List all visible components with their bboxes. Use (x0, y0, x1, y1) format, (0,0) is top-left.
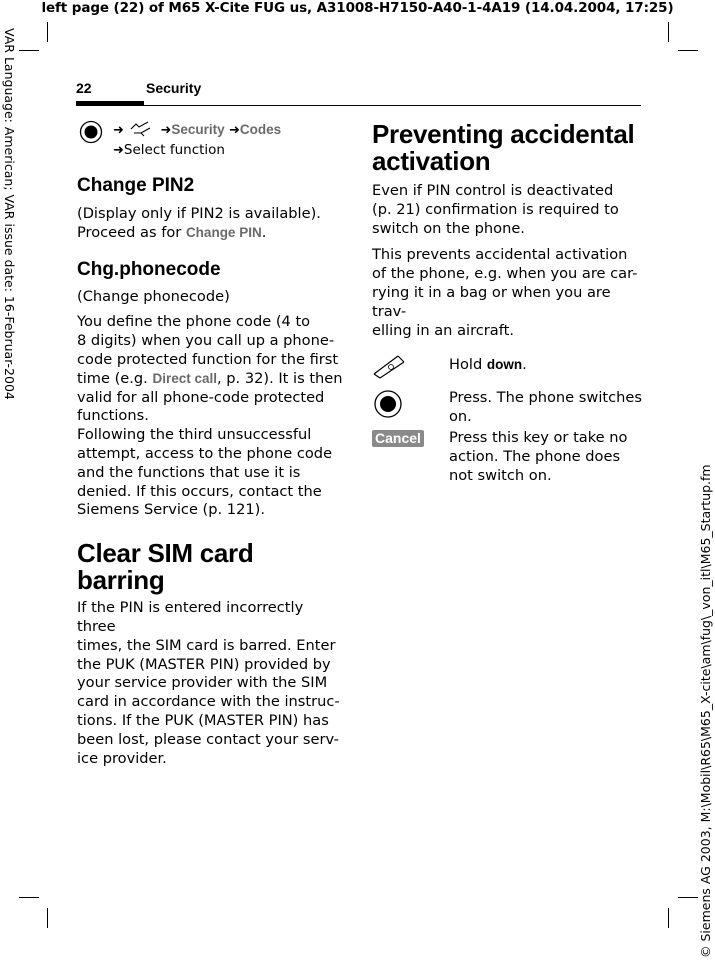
crop-mark (47, 22, 48, 42)
nav-codes: Codes (239, 122, 282, 137)
side-note-left: VAR Language: American; VAR issue date: 16-Februar-2004 (2, 28, 17, 400)
crop-mark (678, 50, 698, 51)
phonecode-sub: (Change phonecode) (77, 287, 230, 305)
phonecode-text: You define the phone code (4 to 8 digits) when you call up a phone- code protected function for the first time (e.g. Direct call, p. 32). It is then valid for all phone-code protected functions. Following the third unsuccessful attempt, access to the phone code and the functions that use it is denied. If this occurs, contact the Siemens Service (p. 121). (77, 313, 343, 519)
crop-mark (678, 897, 698, 898)
nav-path: ➜ ➜Security ➜Codes ➜Select function (77, 118, 345, 162)
sim-barring-text: If the PIN is entered incorrectly three times, the SIM card is barred. Enter the PUK (MASTER PIN) provided by your service provider with the SIM card in accordance with the instruc- tions. If the PUK (MASTER PIN) has been lost, please contact your serv- ice provider. (77, 599, 340, 767)
nav-arrow: ➜ (113, 123, 124, 138)
crop-mark (47, 908, 48, 928)
step-hold: Hold down. (372, 354, 642, 384)
print-header: left page (22) of M65 X-Cite FUG us, A31008-H7150-A40-1-4A19 (14.04.2004, 17:25) (41, 0, 674, 16)
joystick-icon (373, 389, 403, 419)
nav-select: Select function (123, 142, 225, 158)
nav-security: Security (171, 122, 225, 137)
end-key-icon (372, 352, 406, 380)
crop-mark (668, 22, 669, 42)
right-column (372, 121, 642, 488)
crop-mark (668, 908, 669, 928)
keyword-direct-call: Direct call (152, 370, 218, 386)
section-title: Security (146, 80, 202, 96)
change-pin2-text: (Display only if PIN2 is available). Proceed as for Change PIN. (77, 205, 321, 241)
joystick-icon (79, 120, 103, 144)
prevent-para-1: Even if PIN control is deactivated (p. 21) confirmation is required to switch on the phone. (372, 182, 619, 237)
crop-mark (19, 897, 39, 898)
sim-barring-title: Clear SIM card barring (77, 538, 254, 596)
phonecode-title: Chg.phonecode (77, 258, 221, 280)
change-pin2-title: Change PIN2 (77, 175, 195, 196)
left-column (77, 118, 345, 768)
menu-icon (128, 120, 156, 138)
header-rule-thick (76, 101, 144, 106)
keyword-change-pin: Change PIN (185, 224, 262, 240)
step-press: Press. The phone switches on. (372, 387, 642, 429)
header-rule-thin (144, 105, 641, 106)
side-note-right: © Siemens AG 2003, M:\Mobil\R65\M65_X-cite\am\fug\_von_itl\M65_Startup.fm (698, 464, 713, 958)
crop-mark (19, 50, 39, 51)
page-number: 22 (76, 80, 92, 96)
prevent-title: Preventing accidental activation (372, 119, 635, 176)
step-cancel: Cancel Press this key or take no action. The phone does not switch on. (372, 428, 642, 488)
keyword-down: down (486, 357, 523, 373)
cancel-softkey: Cancel (372, 430, 424, 447)
prevent-para-2: This prevents accidental activation of the phone, e.g. when you are car- rying it in a bag or when you are trav- elling in an aircraft. (372, 246, 638, 339)
